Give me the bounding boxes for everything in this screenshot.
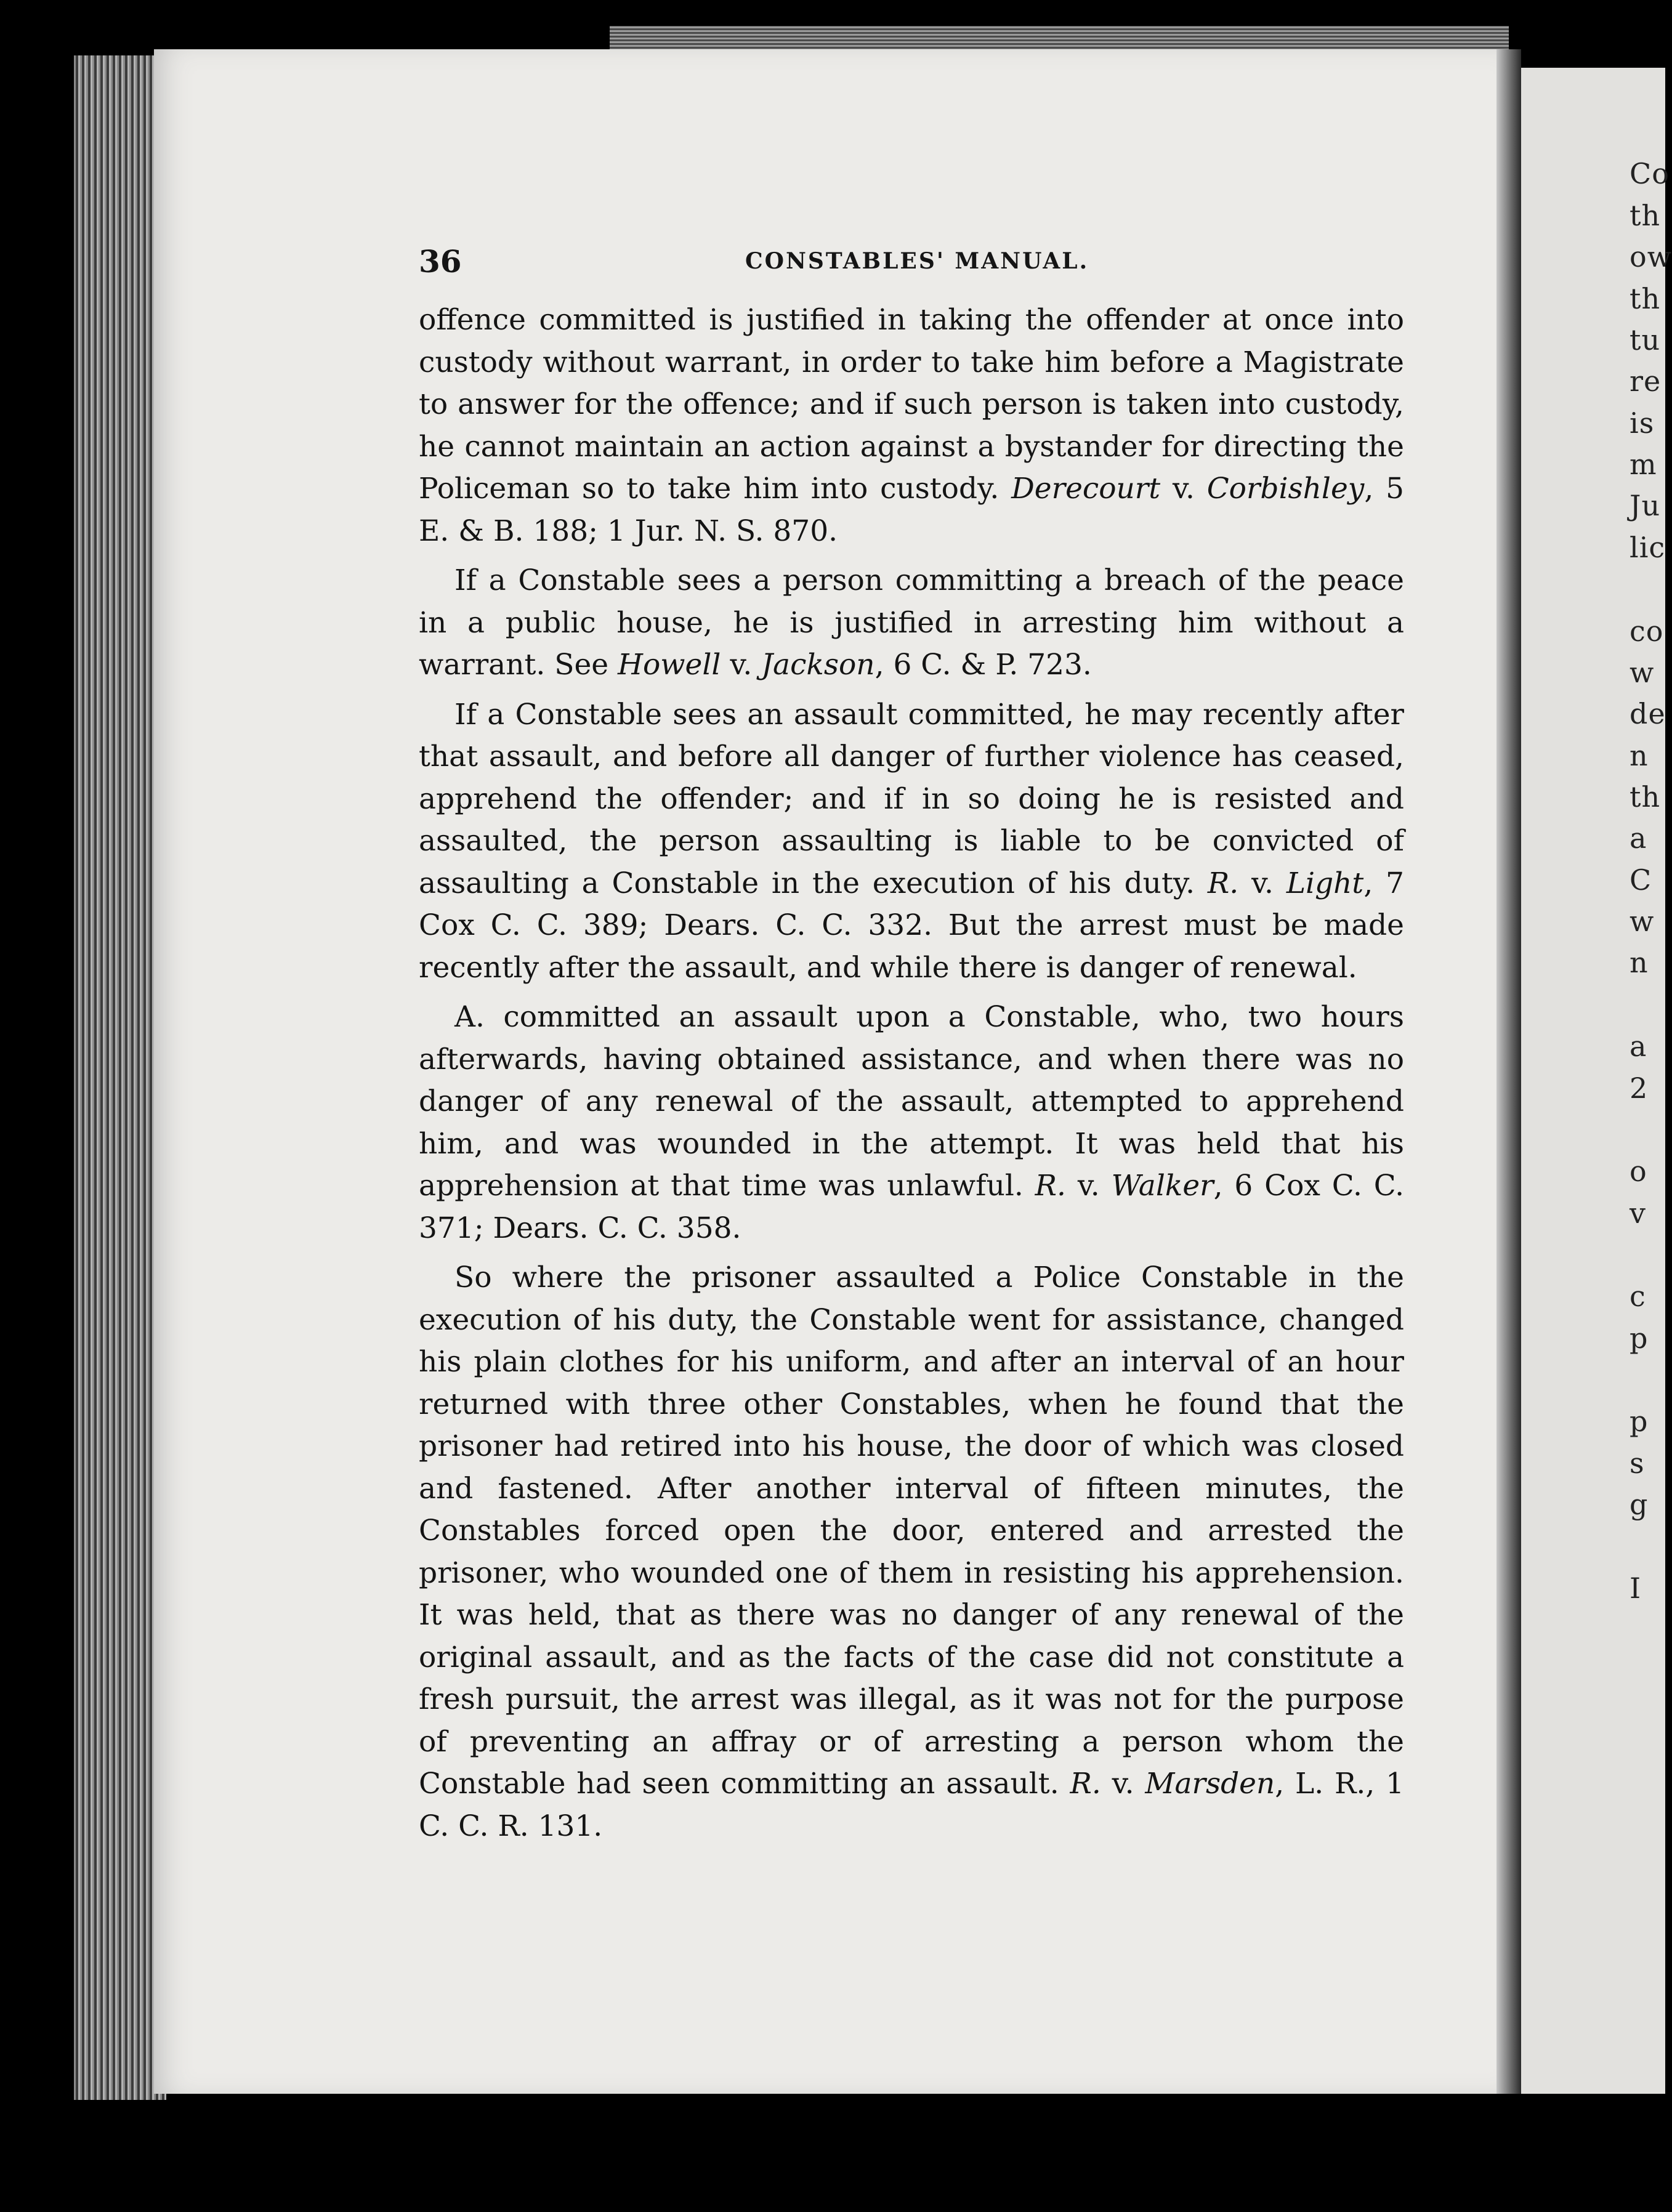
text-run: If a Constable sees a person committing a breach of the peace in a public house, he is justified in arresting him without a warrant. See <box>419 563 1404 682</box>
text-run: So where the prisoner assaulted a Police Constable in the execution of his duty, the Constable went for assistance, changed his plain clothes for his uniform, and after an interval of an hour returned with three other Constables, when he found that the prisoner had retired into his house, the door of which was closed and fastened. After another interval of fifteen minutes, the Constables forced open the door, entered and arrested the prisoner, who wounded one of them in resisting his apprehension. It was held, that as there was no danger of any renewal of the original assault, and as the facts of the case did not constitute a fresh pursuit, the arrest was illegal, as it was not for the purpose of preventing an affray or of arresting a person whom the Constable had seen committing an assault. <box>419 1261 1404 1801</box>
case-name: Marsden <box>1145 1767 1275 1801</box>
case-name: Jackson <box>761 648 875 682</box>
adjacent-page-text-fragment: lic <box>1630 531 1666 564</box>
adjacent-page-text-fragment: p <box>1630 1405 1649 1438</box>
adjacent-page-text-fragment: g <box>1630 1488 1649 1521</box>
paragraph <box>419 1257 1404 1847</box>
text-run: If a Constable sees an assault committed, he may recently after that assault, and before all danger of further violence has ceased, apprehend the offender; and if in so doing he is resisted and assaulted, the person assaulting is liable to be convicted of assaulting a Constable in the execution of his duty. <box>419 697 1404 900</box>
text-run: v. <box>1160 472 1207 506</box>
text-run: v. <box>1238 866 1286 900</box>
case-name: Walker <box>1111 1169 1214 1203</box>
text-run: v. <box>721 648 762 682</box>
adjacent-page-text-fragment: co <box>1630 615 1664 648</box>
case-name: Corbishley <box>1206 472 1365 506</box>
text-run: v. <box>1065 1169 1112 1203</box>
adjacent-page-text-fragment: 2 <box>1630 1072 1649 1105</box>
case-name: R. <box>1070 1767 1101 1801</box>
adjacent-page-text-fragment: a <box>1630 1030 1647 1063</box>
case-name: R. <box>1035 1169 1066 1203</box>
adjacent-page-text-fragment: th <box>1630 780 1661 813</box>
paragraph <box>419 996 1404 1249</box>
adjacent-page-text-fragment: re <box>1630 365 1662 398</box>
paragraph <box>419 299 1404 552</box>
adjacent-page-text-fragment: s <box>1630 1447 1645 1480</box>
text-run: , 6 C. & P. 723. <box>874 648 1092 682</box>
adjacent-page-text-fragment: I <box>1630 1572 1642 1605</box>
adjacent-page-edge <box>1521 68 1672 2094</box>
case-name: Light <box>1286 866 1364 900</box>
adjacent-page-text-fragment: a <box>1630 821 1647 855</box>
paragraph <box>419 694 1404 990</box>
adjacent-page-text-fragment: n <box>1630 739 1649 772</box>
adjacent-page-text-fragment: th <box>1630 199 1661 232</box>
adjacent-page-text-fragment: tu <box>1630 323 1661 357</box>
adjacent-page-text-fragment: m <box>1630 448 1657 481</box>
adjacent-page-text-fragment: Co <box>1630 157 1670 190</box>
adjacent-page-text-fragment: v <box>1630 1197 1646 1230</box>
page-number: 36 <box>419 243 462 280</box>
adjacent-page-text-fragment: n <box>1630 946 1649 979</box>
page-header <box>419 243 1416 280</box>
text-run: v. <box>1101 1767 1145 1801</box>
page-block-edges <box>74 55 166 2100</box>
case-name: Howell <box>618 648 721 682</box>
adjacent-page-text-fragment: o <box>1630 1155 1647 1188</box>
text-run: offence committed is justified in taking the offender at once into custody without warrant, in order to take him before a Magistrate to answer for the offence; and if such person is taken into custody, he cannot maintain an action against a bystander for directing the Policeman so to take him into custody. <box>419 303 1404 506</box>
adjacent-page-text-fragment: de <box>1630 697 1666 730</box>
adjacent-page-text-fragment: c <box>1630 1280 1646 1313</box>
paragraph <box>419 560 1404 687</box>
text-run: , 7 Cox C. C. 389; Dears. C. C. 332. But the arrest must be made recently after the assault, and while there is danger of renewal. <box>419 866 1404 985</box>
case-name: Derecourt <box>1011 472 1161 506</box>
running-head: CONSTABLES' MANUAL. <box>745 248 1089 274</box>
adjacent-page-text-fragment: ow <box>1630 240 1672 273</box>
adjacent-page-text-fragment: Ju <box>1630 489 1661 522</box>
adjacent-page-text-fragment: th <box>1630 282 1661 315</box>
book-gutter <box>1496 49 1521 2094</box>
adjacent-page-text-fragment: w <box>1630 905 1655 938</box>
adjacent-page-text-fragment: p <box>1630 1322 1649 1355</box>
adjacent-page-text-fragment: w <box>1630 656 1655 689</box>
body-text <box>419 299 1404 1855</box>
case-name: R. <box>1207 866 1239 900</box>
text-run: , 5 E. & B. 188; 1 Jur. N. S. 870. <box>419 472 1404 548</box>
adjacent-page-text-fragment: is <box>1630 406 1655 440</box>
adjacent-page-text-fragment: C <box>1630 863 1652 897</box>
text-run: , L. R., 1 C. C. R. 131. <box>419 1767 1404 1843</box>
text-run: , 6 Cox C. C. 371; Dears. C. C. 358. <box>419 1169 1405 1245</box>
text-run: A. committed an assault upon a Constable, who, two hours afterwards, having obtained assistance, and when there was no danger of any renewal of the assault, attempted to apprehend him, and was wounded in the attempt. It was held that his apprehension at that time was unlawful. <box>419 1000 1404 1203</box>
